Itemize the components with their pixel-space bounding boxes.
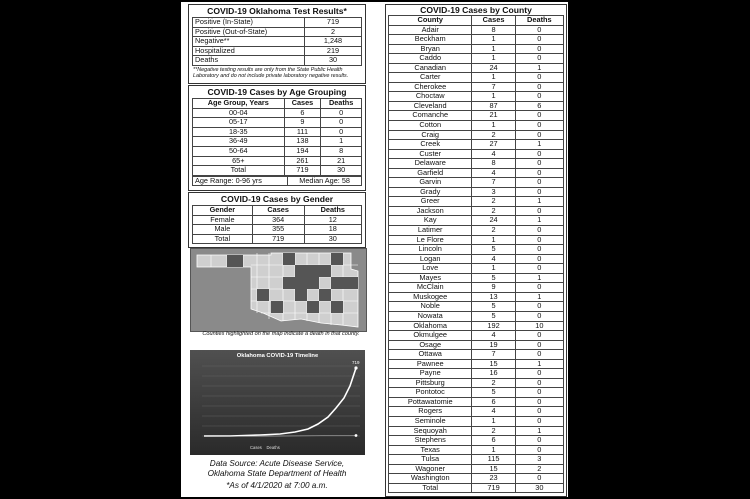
cell-value: 719 xyxy=(472,483,515,493)
row-label: Kay xyxy=(389,216,472,226)
cell-value: 0 xyxy=(515,44,563,54)
row-label: Craig xyxy=(389,130,472,140)
table-row xyxy=(193,137,362,147)
cell-value: 2 xyxy=(472,426,515,436)
column-header: Cases xyxy=(472,16,515,26)
table-row xyxy=(193,18,362,28)
timeline-title: Oklahoma COVID-19 Timeline xyxy=(236,353,319,359)
cell-value: 24 xyxy=(472,63,515,73)
row-label: Tulsa xyxy=(389,455,472,465)
row-label: Creek xyxy=(389,140,472,150)
cell-value: 0 xyxy=(515,283,563,293)
cell-value: 9 xyxy=(472,283,515,293)
cell-value: 6 xyxy=(284,108,321,118)
cell-value: 6 xyxy=(515,101,563,111)
cell-value: 0 xyxy=(515,445,563,455)
cell-value: 1 xyxy=(472,445,515,455)
cell-value: 2 xyxy=(515,464,563,474)
column-header: County xyxy=(389,16,472,26)
cell-value: 15 xyxy=(472,464,515,474)
cell-value: 2 xyxy=(472,206,515,216)
cell-value: 30 xyxy=(321,166,362,176)
cell-value: 5 xyxy=(472,388,515,398)
median-age: Median Age: 58 xyxy=(288,176,362,186)
row-label: Beckham xyxy=(389,35,472,45)
cell-value: 0 xyxy=(321,108,362,118)
table-row xyxy=(389,283,564,293)
test-results-section xyxy=(188,4,366,84)
row-label: Pittsburg xyxy=(389,378,472,388)
row-label: McClain xyxy=(389,283,472,293)
cell-value: 1 xyxy=(321,137,362,147)
row-label: Le Flore xyxy=(389,235,472,245)
cell-value: 1 xyxy=(472,44,515,54)
row-label: 05-17 xyxy=(193,118,285,128)
cell-value: 1 xyxy=(472,121,515,131)
table-row xyxy=(389,483,564,493)
row-label: Total xyxy=(389,483,472,493)
row-label: Logan xyxy=(389,254,472,264)
cell-value: 0 xyxy=(515,73,563,83)
age-title: COVID-19 Cases by Age Grouping xyxy=(207,87,347,97)
cell-value: 10 xyxy=(515,321,563,331)
cell-value: 364 xyxy=(252,215,304,225)
age-table xyxy=(192,98,362,176)
age-section xyxy=(188,85,366,191)
row-label: Payne xyxy=(389,369,472,379)
negative-testing-note: **Negative testing results are only from the State Public Health Laboratory and do not include private laboratory negative results. xyxy=(193,66,349,80)
table-row xyxy=(389,455,564,465)
cell-value: 1 xyxy=(472,264,515,274)
county-section xyxy=(385,4,567,497)
row-label: Bryan xyxy=(389,44,472,54)
row-label: Garfield xyxy=(389,168,472,178)
cell-value: 192 xyxy=(472,321,515,331)
cell-value: 8 xyxy=(472,159,515,169)
cell-value: 2 xyxy=(472,378,515,388)
row-label: Custer xyxy=(389,149,472,159)
table-row xyxy=(193,37,362,47)
legend-cases: Cases xyxy=(250,445,262,450)
result-label: Negative** xyxy=(193,37,305,47)
cell-value: 0 xyxy=(515,340,563,350)
cell-value: 111 xyxy=(284,127,321,137)
row-label: Comanche xyxy=(389,111,472,121)
table-row xyxy=(389,264,564,274)
cell-value: 1 xyxy=(515,197,563,207)
cell-value: 0 xyxy=(321,118,362,128)
result-value: 30 xyxy=(305,56,362,66)
cell-value: 0 xyxy=(321,127,362,137)
row-label: 00-04 xyxy=(193,108,285,118)
cell-value: 719 xyxy=(284,166,321,176)
table-row xyxy=(389,140,564,150)
cell-value: 0 xyxy=(515,168,563,178)
row-label: Ottawa xyxy=(389,350,472,360)
cell-value: 1 xyxy=(515,140,563,150)
cell-value: 5 xyxy=(472,245,515,255)
row-label: Cotton xyxy=(389,121,472,131)
cell-value: 5 xyxy=(472,302,515,312)
cell-value: 0 xyxy=(515,206,563,216)
cell-value: 18 xyxy=(304,225,361,235)
cell-value: 4 xyxy=(472,407,515,417)
cell-value: 0 xyxy=(515,474,563,484)
cell-value: 719 xyxy=(252,234,304,244)
row-label: Pontotoc xyxy=(389,388,472,398)
cell-value: 0 xyxy=(515,54,563,64)
cell-value: 1 xyxy=(472,416,515,426)
row-label: Pottawatomie xyxy=(389,397,472,407)
cell-value: 0 xyxy=(515,187,563,197)
cell-value: 3 xyxy=(515,455,563,465)
cell-value: 4 xyxy=(472,331,515,341)
cell-value: 0 xyxy=(515,25,563,35)
row-label: Wagoner xyxy=(389,464,472,474)
cell-value: 87 xyxy=(472,101,515,111)
cell-value: 355 xyxy=(252,225,304,235)
cell-value: 13 xyxy=(472,292,515,302)
cell-value: 0 xyxy=(515,130,563,140)
timeline-last-value: 719 xyxy=(352,360,360,365)
row-label: Grady xyxy=(389,187,472,197)
cell-value: 2 xyxy=(472,226,515,236)
row-label: Seminole xyxy=(389,416,472,426)
cell-value: 8 xyxy=(472,25,515,35)
table-row xyxy=(193,146,362,156)
gender-table xyxy=(192,205,362,244)
cell-value: 21 xyxy=(472,111,515,121)
cell-value: 0 xyxy=(515,159,563,169)
cell-value: 5 xyxy=(472,311,515,321)
cell-value: 0 xyxy=(515,311,563,321)
table-row xyxy=(389,416,564,426)
row-label: Muskogee xyxy=(389,292,472,302)
row-label: Texas xyxy=(389,445,472,455)
row-label: Total xyxy=(193,166,285,176)
cell-value: 115 xyxy=(472,455,515,465)
cell-value: 0 xyxy=(515,111,563,121)
row-label: Choctaw xyxy=(389,92,472,102)
cell-value: 4 xyxy=(472,149,515,159)
cell-value: 27 xyxy=(472,140,515,150)
cell-value: 0 xyxy=(515,92,563,102)
cell-value: 9 xyxy=(284,118,321,128)
row-label: Cleveland xyxy=(389,101,472,111)
cell-value: 0 xyxy=(515,416,563,426)
column-header: Deaths xyxy=(321,99,362,109)
cell-value: 0 xyxy=(515,302,563,312)
cell-value: 15 xyxy=(472,359,515,369)
cell-value: 2 xyxy=(472,130,515,140)
cell-value: 1 xyxy=(515,216,563,226)
cell-value: 1 xyxy=(472,235,515,245)
row-label: Canadian xyxy=(389,63,472,73)
result-label: Deaths xyxy=(193,56,305,66)
row-label: 18-35 xyxy=(193,127,285,137)
cell-value: 21 xyxy=(321,156,362,166)
cell-value: 0 xyxy=(515,226,563,236)
row-label: Stephens xyxy=(389,436,472,446)
row-label: 65+ xyxy=(193,156,285,166)
cell-value: 0 xyxy=(515,264,563,274)
table-row xyxy=(389,350,564,360)
table-row xyxy=(389,54,564,64)
cell-value: 4 xyxy=(472,254,515,264)
row-label: Okmulgee xyxy=(389,331,472,341)
cell-value: 1 xyxy=(515,273,563,283)
column-header: Deaths xyxy=(515,16,563,26)
row-label: Oklahoma xyxy=(389,321,472,331)
table-row xyxy=(389,245,564,255)
cell-value: 1 xyxy=(472,35,515,45)
cell-value: 0 xyxy=(515,121,563,131)
table-row xyxy=(389,73,564,83)
data-source xyxy=(186,459,368,491)
cell-value: 8 xyxy=(321,146,362,156)
cell-value: 1 xyxy=(472,92,515,102)
column-header: Gender xyxy=(193,206,253,216)
table-row xyxy=(389,121,564,131)
cell-value: 1 xyxy=(515,426,563,436)
oklahoma-county-map xyxy=(190,248,367,332)
table-row xyxy=(389,369,564,379)
source-line2: Oklahoma State Department of Health xyxy=(207,469,347,478)
table-row xyxy=(389,35,564,45)
row-label: Cherokee xyxy=(389,82,472,92)
cell-value: 138 xyxy=(284,137,321,147)
row-label: Osage xyxy=(389,340,472,350)
row-label: Latimer xyxy=(389,226,472,236)
cell-value: 7 xyxy=(472,82,515,92)
cell-value: 7 xyxy=(472,178,515,188)
result-value: 719 xyxy=(305,18,362,28)
cell-value: 2 xyxy=(472,197,515,207)
table-row xyxy=(193,225,362,235)
cell-value: 0 xyxy=(515,350,563,360)
table-row xyxy=(389,436,564,446)
row-label: Delaware xyxy=(389,159,472,169)
table-row xyxy=(389,92,564,102)
row-label: 50-64 xyxy=(193,146,285,156)
cell-value: 0 xyxy=(515,35,563,45)
row-label: 36-49 xyxy=(193,137,285,147)
table-row xyxy=(193,56,362,66)
cell-value: 24 xyxy=(472,216,515,226)
cell-value: 0 xyxy=(515,397,563,407)
cell-value: 1 xyxy=(472,54,515,64)
cell-value: 0 xyxy=(515,436,563,446)
row-label: Male xyxy=(193,225,253,235)
cell-value: 30 xyxy=(515,483,563,493)
cell-value: 6 xyxy=(472,397,515,407)
cell-value: 23 xyxy=(472,474,515,484)
column-header: Deaths xyxy=(304,206,361,216)
table-row xyxy=(193,127,362,137)
row-label: Female xyxy=(193,215,253,225)
cell-value: 0 xyxy=(515,149,563,159)
timeline-legend xyxy=(250,445,280,450)
age-summary xyxy=(192,176,362,187)
row-label: Adair xyxy=(389,25,472,35)
table-row xyxy=(389,197,564,207)
cell-value: 6 xyxy=(472,436,515,446)
cell-value: 0 xyxy=(515,378,563,388)
result-label: Hospitalized xyxy=(193,46,305,56)
cell-value: 5 xyxy=(472,273,515,283)
cell-value: 0 xyxy=(515,235,563,245)
table-row xyxy=(389,159,564,169)
row-label: Noble xyxy=(389,302,472,312)
table-row xyxy=(389,331,564,341)
table-row xyxy=(193,234,362,244)
gender-title: COVID-19 Cases by Gender xyxy=(220,194,334,204)
row-label: Jackson xyxy=(389,206,472,216)
cell-value: 0 xyxy=(515,254,563,264)
row-label: Greer xyxy=(389,197,472,207)
table-row xyxy=(389,474,564,484)
result-label: Positive (Out-of-State) xyxy=(193,27,305,37)
result-value: 2 xyxy=(305,27,362,37)
row-label: Rogers xyxy=(389,407,472,417)
as-of-date: *As of 4/1/2020 at 7:00 a.m. xyxy=(226,481,328,490)
table-row xyxy=(389,178,564,188)
county-title: COVID-19 Cases by County xyxy=(420,5,532,15)
gender-section xyxy=(188,192,366,248)
test-results-table xyxy=(192,17,362,66)
cell-value: 194 xyxy=(284,146,321,156)
cell-value: 0 xyxy=(515,388,563,398)
cell-value: 1 xyxy=(515,63,563,73)
cell-value: 1 xyxy=(472,73,515,83)
age-range: Age Range: 0-96 yrs xyxy=(193,176,288,186)
test-results-title: COVID-19 Oklahoma Test Results* xyxy=(207,6,347,16)
cell-value: 1 xyxy=(515,292,563,302)
table-row xyxy=(193,108,362,118)
row-label: Caddo xyxy=(389,54,472,64)
cell-value: 30 xyxy=(304,234,361,244)
map-caption: Counties highlighted on the map indicate a death in that county. xyxy=(202,331,360,337)
table-row xyxy=(389,388,564,398)
result-value: 1,248 xyxy=(305,37,362,47)
column-header: Age Group, Years xyxy=(193,99,285,109)
cell-value: 19 xyxy=(472,340,515,350)
result-value: 219 xyxy=(305,46,362,56)
row-label: Carter xyxy=(389,73,472,83)
row-label: Love xyxy=(389,264,472,274)
row-label: Lincoln xyxy=(389,245,472,255)
table-row xyxy=(193,118,362,128)
cell-value: 12 xyxy=(304,215,361,225)
column-header: Cases xyxy=(284,99,321,109)
cell-value: 16 xyxy=(472,369,515,379)
cell-value: 0 xyxy=(515,178,563,188)
source-line1: Data Source: Acute Disease Service, xyxy=(209,459,345,468)
cell-value: 0 xyxy=(515,245,563,255)
cell-value: 4 xyxy=(472,168,515,178)
table-row xyxy=(389,311,564,321)
row-label: Pawnee xyxy=(389,359,472,369)
cell-value: 0 xyxy=(515,331,563,341)
timeline-chart xyxy=(190,350,365,455)
row-label: Nowata xyxy=(389,311,472,321)
cell-value: 261 xyxy=(284,156,321,166)
cell-value: 7 xyxy=(472,350,515,360)
table-row xyxy=(389,226,564,236)
result-label: Positive (In-State) xyxy=(193,18,305,28)
row-label: Total xyxy=(193,234,253,244)
column-header: Cases xyxy=(252,206,304,216)
cell-value: 0 xyxy=(515,407,563,417)
county-table xyxy=(388,15,564,493)
cell-value: 0 xyxy=(515,369,563,379)
row-label: Sequoyah xyxy=(389,426,472,436)
row-label: Mayes xyxy=(389,273,472,283)
cell-value: 3 xyxy=(472,187,515,197)
table-row xyxy=(193,166,362,176)
row-label: Garvin xyxy=(389,178,472,188)
cell-value: 1 xyxy=(515,359,563,369)
row-label: Washington xyxy=(389,474,472,484)
cell-value: 0 xyxy=(515,82,563,92)
legend-deaths: Deaths xyxy=(266,445,280,450)
